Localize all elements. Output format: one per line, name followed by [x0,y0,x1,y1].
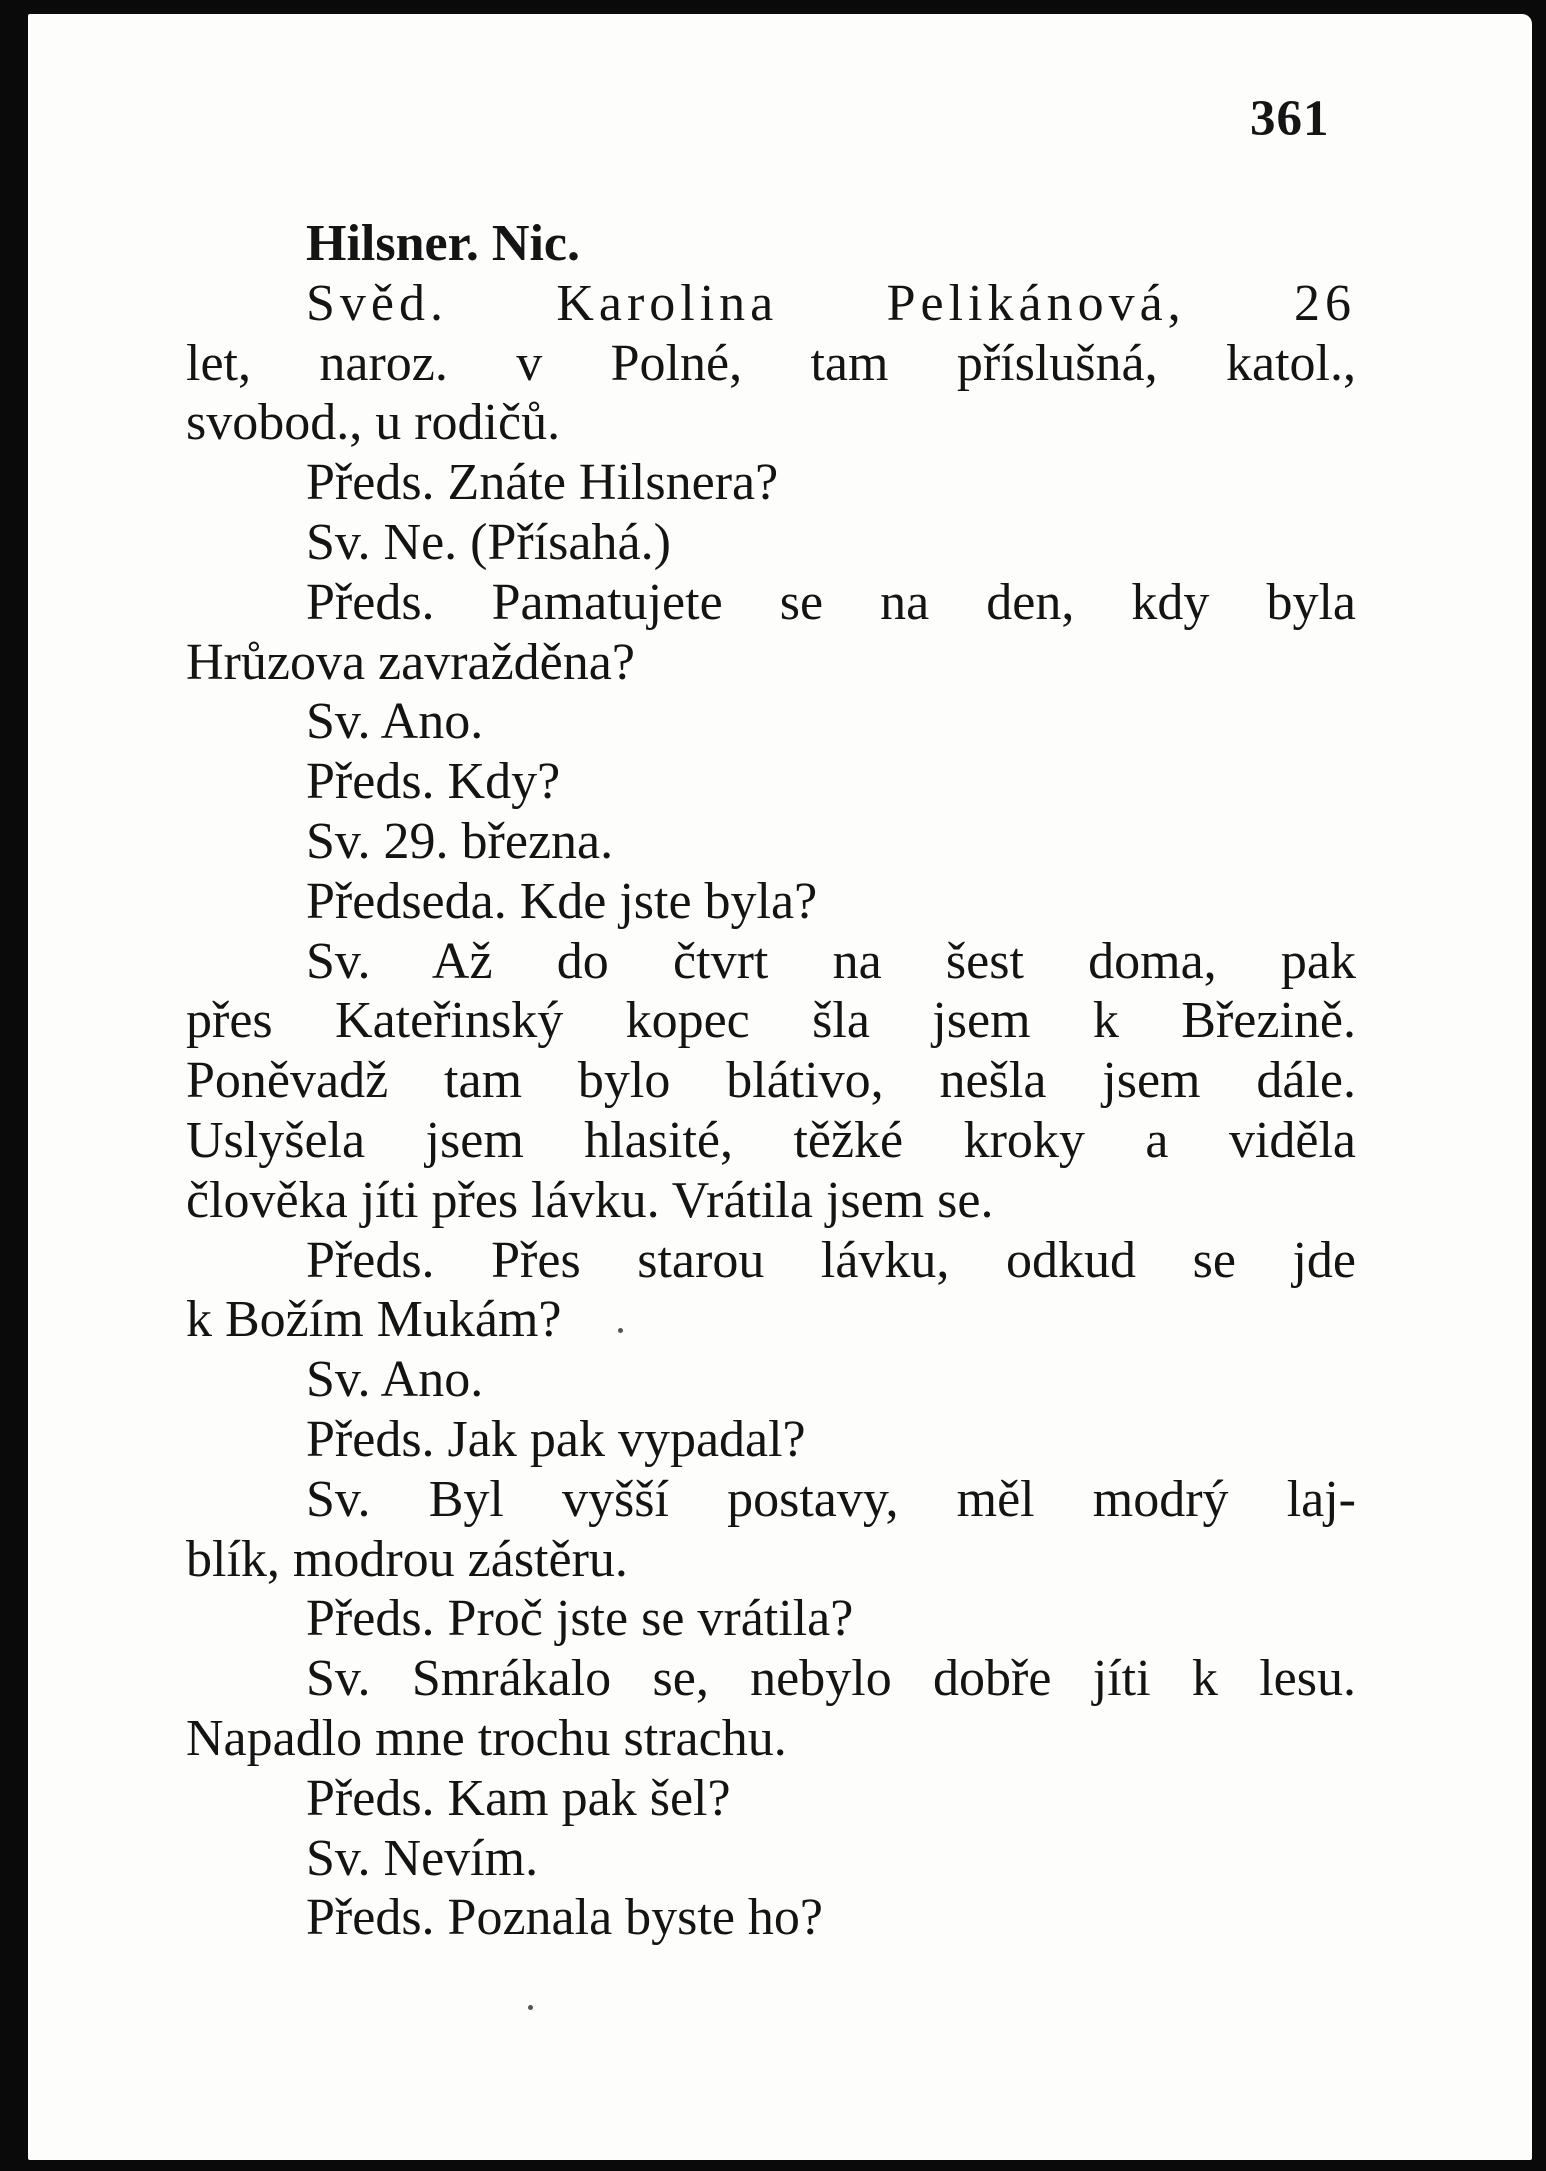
text-line: Předs. Kam pak šel? [306,1769,731,1827]
text-line: Předs. Znáte Hilsnera? [306,454,779,512]
text-line: člověka jíti přes lávku. Vrátila jsem se. [186,1171,994,1229]
book-page [28,14,1532,2160]
page-number: 361 [1250,91,1330,147]
print-speck [618,1328,623,1333]
text-line: blík, modrou zástěru. [186,1530,628,1588]
text-line: přes Kateřinský kopec šla jsem k Březině. [186,992,1356,1050]
text-line: Hilsner. Nic. [306,215,580,272]
text-line: Sv. Až do čtvrt na šest doma, pak [306,932,1356,990]
text-line: let, naroz. v Polné, tam příslušná, katol., [186,334,1356,392]
text-line: Hrůzova zavražděna? [186,633,635,691]
text-line: Svěd. Karolina Pelikánová, 26 [306,274,1356,332]
text-line: Předs. Kdy? [306,753,561,811]
text-line: Sv. Ano. [306,693,484,751]
text-line: Sv. Byl vyšší postavy, měl modrý laj- [306,1470,1356,1528]
text-line: Předs. Přes starou lávku, odkud se jde [306,1231,1356,1289]
text-line: Sv. Nevím. [306,1829,539,1887]
text-line: Sv. Ano. [306,1351,484,1409]
text-line: Předs. Poznala byste ho? [306,1889,824,1947]
transcript-text [186,214,1356,1948]
text-line: Předseda. Kde jste byla? [306,872,818,930]
text-line: Předs. Jak pak vypadal? [306,1410,806,1468]
text-line: Sv. 29. března. [306,812,614,870]
text-line: Předs. Proč jste se vrátila? [306,1590,854,1648]
text-line: Předs. Pamatujete se na den, kdy byla [306,573,1356,631]
text-line: Sv. Ne. (Přísahá.) [306,513,671,571]
text-line: Uslyšela jsem hlasité, těžké kroky a viděla [186,1111,1356,1169]
text-line: k Božím Mukám? [186,1291,562,1349]
text-line: Poněvadž tam bylo blátivo, nešla jsem dále. [186,1052,1356,1110]
text-line: Sv. Smrákalo se, nebylo dobře jíti k lesu. [306,1650,1356,1708]
text-line: svobod., u rodičů. [186,394,561,452]
print-speck [528,2005,533,2010]
text-line: Napadlo mne trochu strachu. [186,1709,787,1767]
